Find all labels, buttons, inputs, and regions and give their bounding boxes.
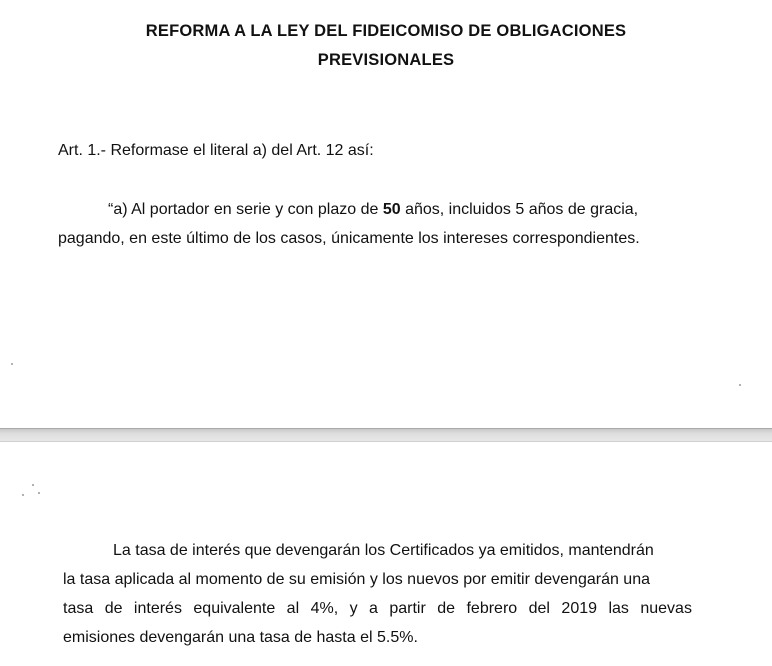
paragraph-line-3 <box>63 600 692 618</box>
paragraph-word: equivalente <box>193 600 276 617</box>
document-title-line-1: REFORMA A LA LEY DEL FIDEICOMISO DE OBLIGACIONES <box>145 22 627 40</box>
paragraph-line-1: La tasa de interés que devengarán los Certificados ya emitidos, mantendrán <box>113 542 654 559</box>
paragraph-word: partir <box>389 600 426 617</box>
paragraph-word: y <box>349 600 358 617</box>
article-heading: Art. 1.- Reformase el literal a) del Art. 12 así: <box>58 142 374 159</box>
scan-speck <box>739 384 741 386</box>
paragraph-word: nuevas <box>640 600 692 617</box>
term-years-bold: 50 <box>382 201 401 218</box>
paragraph-word: 4%, <box>310 600 339 617</box>
paragraph-word: de <box>437 600 456 617</box>
document-title-line-2: PREVISIONALES <box>317 51 455 69</box>
paragraph-line-2: la tasa aplicada al momento de su emisión y los nuevos por emitir devengarán una <box>63 571 650 588</box>
scan-speck <box>22 494 24 496</box>
scan-speck <box>11 363 13 365</box>
paragraph-word: al <box>286 600 300 617</box>
page-separator <box>0 428 772 442</box>
scan-speck <box>32 484 34 486</box>
paragraph-word: 2019 <box>561 600 598 617</box>
paragraph-word: febrero <box>466 600 518 617</box>
scan-speck <box>38 492 40 494</box>
paragraph-word: tasa <box>63 600 94 617</box>
paragraph-word: a <box>369 600 378 617</box>
paragraph-word: las <box>608 600 629 617</box>
paragraph-word: de <box>104 600 123 617</box>
literal-a-line-1 <box>108 201 638 219</box>
paragraph-word: interés <box>133 600 182 617</box>
literal-a-text-before: “a) Al portador en serie y con plazo de <box>108 201 383 218</box>
paragraph-word: del <box>528 600 550 617</box>
literal-a-text-after: años, incluidos 5 años de gracia, <box>400 201 639 218</box>
literal-a-line-2: pagando, en este último de los casos, únicamente los intereses correspondientes. <box>58 230 640 247</box>
paragraph-line-4: emisiones devengarán una tasa de hasta el 5.5%. <box>63 629 418 646</box>
